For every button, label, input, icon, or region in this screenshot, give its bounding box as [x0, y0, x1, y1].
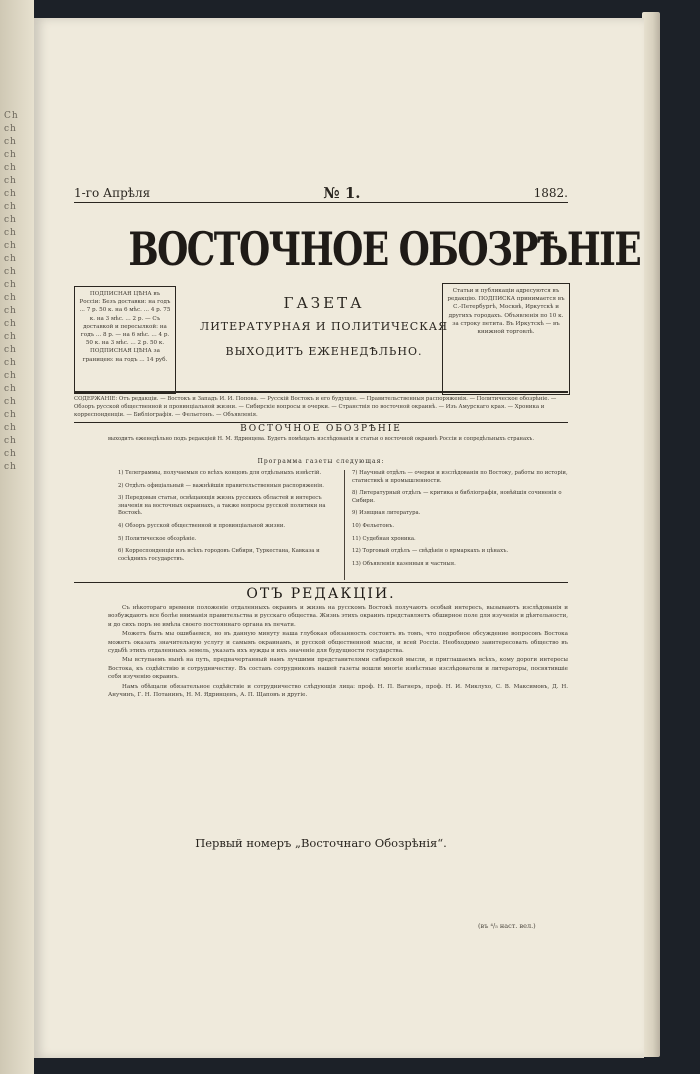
program-item: 4) Обзоръ русской общественной и провинціальной жизни. [118, 522, 286, 529]
gazeta-label: ГАЗЕТА [283, 294, 365, 312]
program-item: 1) Телеграммы, получаемыя со всѣхъ концовъ для отдѣльныхъ извѣстій. [118, 470, 322, 476]
editorial-body [108, 604, 568, 700]
editorial-paragraph: Съ нѣкотораго времени положеніе отдаленныхъ окраинъ и жизнь на русскомъ Востокѣ получаютъ особый интересъ, вызываютъ изслѣдованія и возбуждаютъ все болѣе вниманія правительства и русскаго общества. Жизнь этихъ окраинъ представляетъ обширное поле для изученія и дѣятельности, и до сихъ поръ не имѣла своего постояннаго органа въ печати. [108, 605, 568, 628]
editorial-paragraph: Намъ обѣщали обязательное содѣйствіе и сотрудничество слѣдующія лица: проф. Н. П. Вагнеръ, проф. Н. И. Миклухо, С. В. Максимовъ, Д. Н. Анучинъ, Г. Н. Потанинъ, Н. М. Ядринцевъ, А. П. Щаповъ и другіе. [108, 683, 568, 699]
publication-frequency: ВЫХОДИТЪ ЕЖЕНЕДѢЛЬНО. [225, 345, 423, 358]
program-item: 8) Литературный отдѣлъ — критика и библіографія, новѣйшія сочиненія о Сибири. [352, 490, 562, 504]
program-item: 3) Передовыя статьи, освѣщающія жизнь русскихъ областей и интересъ значенія на восточных окраинахъ, а также вопросы русской политики на Востокѣ. [118, 495, 326, 517]
program-item: 2) Отдѣлъ офиціальный — важнѣйшія правительственныя распоряженія. [118, 482, 324, 489]
editorial-paragraph: Мы вступаемъ нынѣ на путь, предначертанный намъ лучшими представителями сибирской мысли, и приглашаемъ всѣхъ, кому дороги интересы Востока, къ содѣйствію и сотрудничеству. Въ составъ сотрудниковъ нашей газеты вошли многіе извѣстные изслѣдователи и литераторы, посвятившіе себя изученію окраинъ. [108, 657, 568, 681]
editorial-title: ОТЪ РЕДАКЦІИ. [246, 586, 396, 602]
newspaper-page [34, 18, 644, 1058]
editorial-rule [74, 582, 568, 583]
program-item: 13) Объявленія казенныя и частныя. [352, 560, 456, 567]
left-page-text: Ch ch ch ch ch ch ch ch ch ch ch ch ch ch ch ch ch ch ch ch ch ch ch ch ch ch ch ch [4, 111, 19, 472]
scale-note: (въ ⁴/₅ наст. вел.) [478, 922, 536, 930]
issue-year: 1882. [533, 186, 568, 200]
masthead-title: ВОСТОЧНОЕ ОБОЗРѢНІЕ [128, 222, 641, 276]
book-page-edges [642, 12, 660, 1057]
program-heading: Программа газеты следующая: [257, 458, 385, 465]
masthead-rule [74, 391, 568, 393]
program-column-right [352, 470, 568, 573]
program-item: 6) Корреспонденціи изъ всѣхъ городовъ Сибири, Туркестана, Кавказа и сосѣднихъ государствъ. [118, 548, 320, 562]
editorial-paragraph: Можетъ быть мы ошибаемся, но въ данную минуту наша глубокая обязанность состоитъ въ томъ, что подробное обсуждение вопросовъ Востока можетъ оказать значительную услугу и самымъ окраинамъ, и русской общественной мысли, и всей Россіи. Необходимо заинтересовать общество въ судьбѣ этихъ отдаленныхъ земель, указать ихъ нужды и ихъ значеніе для будущности государства. [108, 631, 568, 655]
program-item: 10) Фельетонъ. [352, 522, 395, 529]
program-item: 11) Судебная хроника. [352, 535, 416, 542]
paper-kind: ЛИТЕРАТУРНАЯ И ПОЛИТИЧЕСКАЯ [200, 320, 448, 333]
first-issue-caption: Первый номеръ „Восточнаго Обозрѣнія“. [195, 836, 447, 850]
issue-number: № 1. [323, 184, 361, 202]
header-line [74, 184, 568, 202]
subscription-price-box: ПОДПИСНАЯ ЦѢНА въ Россіи: Безъ доставки: на годъ ... 7 р. 50 к. на 6 мѣс. ... 4 р. 75 к. на 3 мѣс. ... 2 р. — Съ доставкой и пересылкой: на годъ ... 8 р. — на 6 мѣс. ... 4 р. 50 к. на 3 мѣс. ... 2 р. 50 к. ПОДПИСНАЯ ЦѢНА за границею: на годъ ... 14 руб. [74, 286, 176, 394]
header-rule-top [74, 202, 568, 203]
program-item: 9) Изящная литература. [352, 510, 421, 517]
program-intro: выходитъ еженедѣльно подъ редакціей Н. М. Ядринцева. Будетъ помѣщать изслѣдованія и статьи о восточной окраинѣ Россіи и сопредѣльныхъ странахъ. [108, 436, 534, 442]
masthead-subtitle [194, 294, 454, 358]
table-of-contents: СОДЕРЖАНІЕ: Отъ редакціи. — Востокъ и Западъ И. И. Попова. — Русскій Востокъ и его будущее. — Правительственныя распоряженія. — Политическое обозрѣніе. — Обзоръ русской общественной и провинціальной жизни. — Сибирскіе вопросы и очерки. — Странствія по восточной окраинѣ. — Изъ Амурскаго края. — Хроника и корреспонденціи. — Библіографія. — Фельетонъ. — Объявленія. [74, 395, 568, 423]
program-column-left [118, 470, 338, 568]
adjacent-left-page [0, 0, 34, 1074]
program-item: 5) Политическое обозрѣніе. [118, 535, 197, 542]
program-title: ВОСТОЧНОЕ ОБОЗРѢНІЕ [240, 424, 402, 434]
issue-date: 1-го Апрѣля [74, 186, 151, 200]
program-item: 7) Научный отдѣлъ — очерки и изслѣдованія по Востоку, работы по исторіи, статистикѣ и промышленности. [352, 470, 568, 484]
advertisement-box: Статьи и публикаціи адресуются въ редакцію. ПОДПИСКА принимается въ С.-Петербургѣ, Москвѣ, Иркутскѣ и другихъ городахъ. Объявленія по 10 к. за строку петита. Въ Иркутскѣ — въ книжной торговлѣ. [442, 283, 570, 395]
column-divider [344, 470, 345, 580]
program-item: 12) Торговый отдѣлъ — свѣдѣнія о ярмаркахъ и цѣнахъ. [352, 548, 509, 555]
